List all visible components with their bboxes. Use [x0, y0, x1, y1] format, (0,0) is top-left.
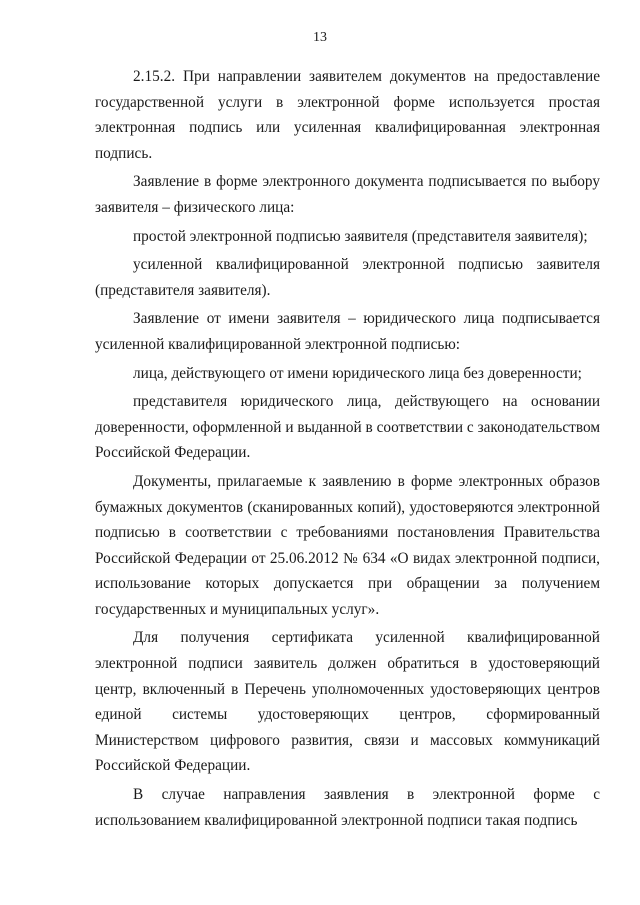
paragraph-simple-signature: простой электронной подписью заявителя (представителя заявителя); [133, 227, 588, 245]
page-number: 13 [313, 30, 327, 45]
paragraph-representative: представителя юридического лица, действующего на основании доверенности, оформленной и выданной в соответствии с законодательством Российской Федерации. [95, 393, 600, 462]
paragraph-attached-documents: Документы, прилагаемые к заявлению в форме электронных образов бумажных документов (сканированных копий), удостоверяются электронной подписью в соответствии с требованиями постановления Правительства Российской Федерации от 25.06.2012 № 634 «О видах электронной подписи, использование которых допускается при обращении за получением государственных и муниципальных услуг». [95, 472, 600, 618]
paragraph-2-15-2: 2.15.2. При направлении заявителем документов на предоставление государственной услуги в электронной форме используется простая электронная подпись или усиленная квалифицированная электронная подпись. [95, 68, 600, 162]
paragraph-electronic-submission: В случае направления заявления в электронной форме с использованием квалифицированной электронной подписи такая подпись [95, 786, 600, 829]
paragraph-legal-entity-signing: Заявление от имени заявителя – юридического лица подписывается усиленной квалифицированной электронной подписью: [95, 310, 600, 353]
body-text [95, 64, 600, 836]
paragraph-without-power-of-attorney: лица, действующего от имени юридического лица без доверенности; [133, 364, 582, 382]
paragraph-certificate: Для получения сертификата усиленной квалифицированной электронной подписи заявитель должен обратиться в удостоверяющий центр, включенный в Перечень уполномоченных удостоверяющих центров единой системы удостоверяющих центров, сформированный Министерством цифрового развития, связи и массовых коммуникаций Российской Федерации. [95, 629, 600, 775]
paragraph-qualified-signature: усиленной квалифицированной электронной подписью заявителя (представителя заявителя). [95, 256, 600, 299]
paragraph-individual-signing: Заявление в форме электронного документа подписывается по выбору заявителя – физического лица: [95, 173, 600, 216]
